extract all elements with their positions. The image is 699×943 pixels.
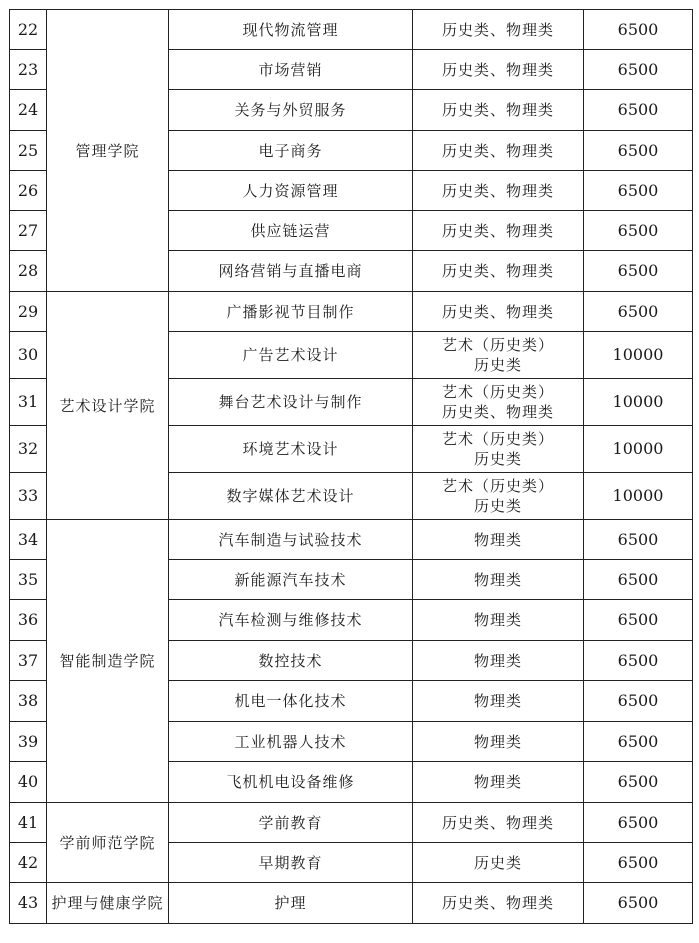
- subject-line: 艺术（历史类）: [441, 383, 554, 401]
- major-name-cell: 飞机机电设备维修: [169, 762, 413, 803]
- subject-line: 历史类、物理类: [441, 60, 554, 79]
- subject-line: 历史类、物理类: [441, 813, 554, 832]
- subject-line: 历史类、物理类: [441, 894, 554, 912]
- tuition-fee-cell: 6500: [584, 90, 693, 131]
- row-number-cell: 29: [10, 292, 47, 332]
- row-number-cell: 30: [10, 332, 47, 379]
- major-name-cell: 舞台艺术设计与制作: [169, 379, 413, 426]
- major-name-cell: 关务与外贸服务: [169, 90, 413, 131]
- major-name-cell: 人力资源管理: [169, 171, 413, 211]
- row-number-cell: 31: [10, 379, 47, 426]
- subject-category-cell: [413, 332, 584, 379]
- subject-category-cell: [413, 641, 584, 681]
- subject-line: 艺术（历史类）: [441, 430, 554, 448]
- tuition-fee-cell: 6500: [584, 520, 693, 560]
- tuition-fee-cell: 10000: [584, 379, 693, 426]
- tuition-fee-cell: 10000: [584, 332, 693, 379]
- tuition-fee-cell: 6500: [584, 131, 693, 171]
- subject-category-cell: [413, 722, 584, 762]
- tuition-fee-cell: 6500: [584, 883, 693, 924]
- major-name-cell: 汽车检测与维修技术: [169, 600, 413, 641]
- subject-line: 物理类: [473, 651, 522, 670]
- row-number-cell: 43: [10, 883, 47, 924]
- subject-category-cell: [413, 426, 584, 473]
- major-name-cell: 广告艺术设计: [169, 332, 413, 379]
- subject-line: 物理类: [473, 773, 522, 791]
- tuition-fee-cell: 6500: [584, 762, 693, 803]
- college-name-cell: 学前师范学院: [47, 803, 169, 883]
- subject-category-cell: [413, 520, 584, 560]
- subject-category-cell: [413, 251, 584, 292]
- subject-category-cell: [413, 803, 584, 843]
- subject-line: 物理类: [473, 570, 522, 589]
- tuition-fee-cell: 6500: [584, 600, 693, 641]
- subject-line: 历史类、物理类: [441, 221, 554, 240]
- major-name-cell: 汽车制造与试验技术: [169, 520, 413, 560]
- major-name-cell: 现代物流管理: [169, 10, 413, 50]
- row-number-cell: 25: [10, 131, 47, 171]
- program-table: [9, 9, 693, 924]
- subject-category-cell: [413, 90, 584, 131]
- subject-line: 历史类、物理类: [441, 403, 554, 421]
- subject-line: 艺术（历史类）: [441, 477, 554, 495]
- subject-line: 历史类: [473, 497, 522, 515]
- table-row: [10, 292, 693, 332]
- row-number-cell: 32: [10, 426, 47, 473]
- subject-category-cell: [413, 292, 584, 332]
- row-number-cell: 34: [10, 520, 47, 560]
- subject-category-cell: [413, 560, 584, 600]
- subject-line: 物理类: [473, 530, 522, 549]
- subject-line: 历史类: [473, 450, 522, 468]
- tuition-fee-cell: 6500: [584, 251, 693, 292]
- subject-category-cell: [413, 131, 584, 171]
- row-number-cell: 26: [10, 171, 47, 211]
- major-name-cell: 环境艺术设计: [169, 426, 413, 473]
- row-number-cell: 42: [10, 843, 47, 883]
- subject-category-cell: [413, 50, 584, 90]
- major-name-cell: 数控技术: [169, 641, 413, 681]
- subject-line: 物理类: [473, 692, 522, 710]
- tuition-fee-cell: 6500: [584, 50, 693, 90]
- college-name-cell: 智能制造学院: [47, 520, 169, 803]
- program-table-body: [10, 10, 693, 924]
- subject-line: 历史类、物理类: [441, 20, 554, 39]
- tuition-fee-cell: 10000: [584, 426, 693, 473]
- subject-category-cell: [413, 600, 584, 641]
- major-name-cell: 广播影视节目制作: [169, 292, 413, 332]
- subject-line: 历史类: [473, 356, 522, 374]
- tuition-fee-cell: 10000: [584, 473, 693, 520]
- row-number-cell: 23: [10, 50, 47, 90]
- row-number-cell: 27: [10, 211, 47, 251]
- table-row: [10, 520, 693, 560]
- tuition-fee-cell: 6500: [584, 681, 693, 722]
- row-number-cell: 40: [10, 762, 47, 803]
- major-name-cell: 护理: [169, 883, 413, 924]
- subject-category-cell: [413, 10, 584, 50]
- subject-line: 历史类、物理类: [441, 141, 554, 160]
- major-name-cell: 工业机器人技术: [169, 722, 413, 762]
- tuition-fee-cell: 6500: [584, 560, 693, 600]
- row-number-cell: 36: [10, 600, 47, 641]
- row-number-cell: 35: [10, 560, 47, 600]
- major-name-cell: 网络营销与直播电商: [169, 251, 413, 292]
- subject-line: 历史类、物理类: [441, 262, 554, 280]
- major-name-cell: 机电一体化技术: [169, 681, 413, 722]
- major-name-cell: 市场营销: [169, 50, 413, 90]
- subject-line: 历史类、物理类: [441, 101, 554, 119]
- subject-line: 历史类: [473, 853, 522, 872]
- row-number-cell: 22: [10, 10, 47, 50]
- major-name-cell: 学前教育: [169, 803, 413, 843]
- tuition-fee-cell: 6500: [584, 292, 693, 332]
- tuition-fee-cell: 6500: [584, 641, 693, 681]
- row-number-cell: 37: [10, 641, 47, 681]
- subject-category-cell: [413, 211, 584, 251]
- subject-category-cell: [413, 843, 584, 883]
- table-row: [10, 803, 693, 843]
- tuition-fee-cell: 6500: [584, 10, 693, 50]
- tuition-fee-cell: 6500: [584, 211, 693, 251]
- major-name-cell: 数字媒体艺术设计: [169, 473, 413, 520]
- subject-category-cell: [413, 883, 584, 924]
- subject-category-cell: [413, 379, 584, 426]
- college-name-cell: 管理学院: [47, 10, 169, 292]
- major-name-cell: 电子商务: [169, 131, 413, 171]
- college-name-cell: 艺术设计学院: [47, 292, 169, 520]
- subject-line: 物理类: [473, 732, 522, 751]
- subject-category-cell: [413, 171, 584, 211]
- tuition-fee-cell: 6500: [584, 803, 693, 843]
- row-number-cell: 39: [10, 722, 47, 762]
- subject-line: 历史类、物理类: [441, 181, 554, 200]
- row-number-cell: 41: [10, 803, 47, 843]
- tuition-fee-cell: 6500: [584, 171, 693, 211]
- subject-line: 历史类、物理类: [441, 302, 554, 321]
- row-number-cell: 33: [10, 473, 47, 520]
- subject-category-cell: [413, 762, 584, 803]
- table-row: [10, 10, 693, 50]
- subject-category-cell: [413, 473, 584, 520]
- major-name-cell: 早期教育: [169, 843, 413, 883]
- college-name-cell: 护理与健康学院: [47, 883, 169, 924]
- major-name-cell: 供应链运营: [169, 211, 413, 251]
- subject-line: 艺术（历史类）: [441, 336, 554, 354]
- row-number-cell: 24: [10, 90, 47, 131]
- major-name-cell: 新能源汽车技术: [169, 560, 413, 600]
- subject-category-cell: [413, 681, 584, 722]
- tuition-fee-cell: 6500: [584, 722, 693, 762]
- subject-line: 物理类: [473, 611, 522, 629]
- row-number-cell: 38: [10, 681, 47, 722]
- row-number-cell: 28: [10, 251, 47, 292]
- table-row: [10, 883, 693, 924]
- tuition-fee-cell: 6500: [584, 843, 693, 883]
